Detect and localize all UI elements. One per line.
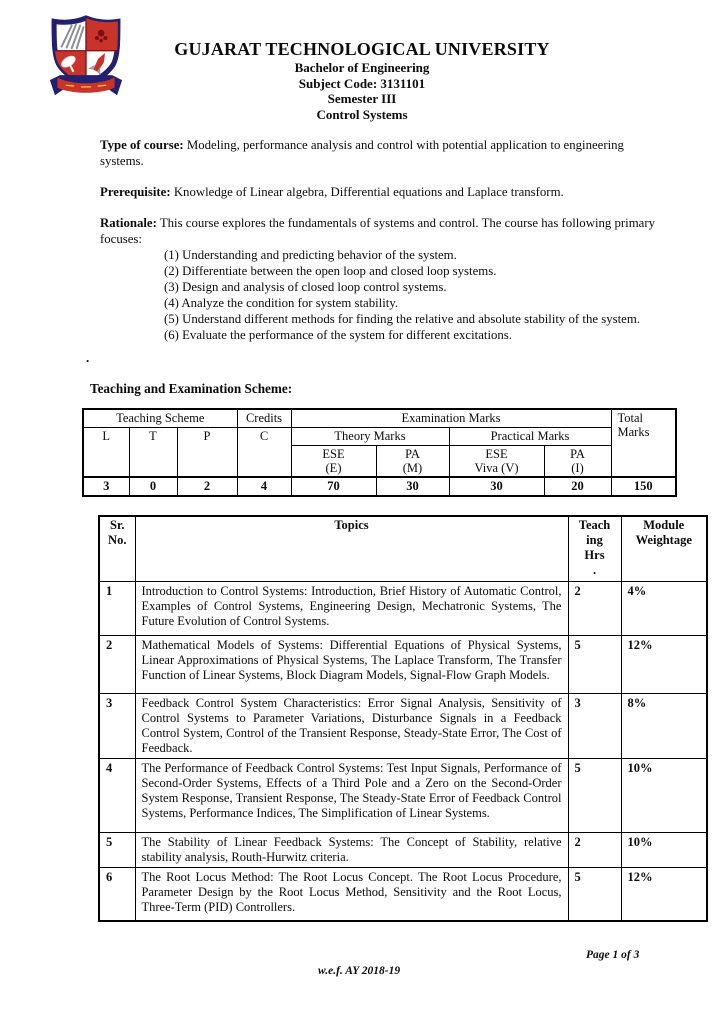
topic-row-2 (99, 635, 707, 693)
exam-scheme-table (82, 408, 677, 497)
pa-i-line1: PA (570, 446, 585, 461)
effective-year-note: w.e.f. AY 2018-19 (318, 965, 401, 977)
topic-3-text: Feedback Control System Characteristics: Error Signal Analysis, Sensitivity of Control Systems to Parameter Variations, Disturbance Signals in a Feedback Control System, Control of the Transient Response, Steady-State Error, The Cost of Feedback. (135, 693, 568, 758)
topic-4-weightage: 10% (621, 758, 707, 832)
course-name-line: Control Systems (316, 106, 408, 122)
topic-6-weightage: 12% (621, 867, 707, 921)
teaching-hrs-header (568, 516, 621, 581)
topic-2-weightage: 12% (621, 635, 707, 693)
topic-5-hrs: 2 (568, 832, 621, 867)
exam-scheme-heading: Teaching and Examination Scheme: (90, 381, 293, 396)
ese-e-line2: (E) (325, 460, 342, 475)
topic-6-hrs: 5 (568, 867, 621, 921)
topic-row-3 (99, 693, 707, 758)
topic-3-weightage: 8% (621, 693, 707, 758)
topic-1-weightage: 4% (621, 581, 707, 635)
topic-row-6 (99, 867, 707, 921)
exam-header-row-2 (83, 427, 676, 445)
rationale-point-1: (1) Understanding and predicting behavior of the system. (164, 248, 457, 262)
rationale-point-5: (5) Understand different methods for finding the relative and absolute stability of the system. (164, 312, 640, 326)
topic-4-text: The Performance of Feedback Control Systems: Test Input Signals, Performance of Second-Order Systems, Effects of a Third Pole and a Zero on the Second-Order System Response, Transient Response, The Steady-State Error of Feedback Control Systems, Performance Indices, The Simplification of Linear Systems. (135, 758, 568, 832)
topic-4-sr: 4 (99, 758, 135, 832)
c-value: 4 (237, 477, 291, 496)
topics-header-row (99, 516, 707, 581)
stray-period-mark: . (86, 350, 90, 365)
subject-code-line: Subject Code: 3131101 (298, 75, 426, 91)
topic-2-text: Mathematical Models of Systems: Differential Equations of Physical Systems, Linear Approximations of Physical Systems, The Laplace Transform, The Transfer Function of Linear Systems, Block Diagram Models, Signal-Flow Graph Models. (135, 635, 568, 693)
topic-3-sr: 3 (99, 693, 135, 758)
university-title: GUJARAT TECHNOLOGICAL UNIVERSITY (174, 39, 550, 59)
l-header: L (83, 427, 129, 477)
pa-m-header (376, 445, 449, 477)
prerequisite-label: Prerequisite: (100, 185, 171, 199)
ese-viva-line1: ESE (485, 446, 508, 461)
pa-i-line2: (I) (571, 460, 584, 475)
rationale-paragraph (100, 215, 656, 247)
t-value: 0 (129, 477, 177, 496)
ese-e-value: 70 (291, 477, 376, 496)
sr-no-header: Sr. No. (99, 516, 135, 581)
topic-2-sr: 2 (99, 635, 135, 693)
pa-i-header (544, 445, 611, 477)
topic-5-text: The Stability of Linear Feedback Systems: The Concept of Stability, relative stability analysis, Routh-Hurwitz criteria. (135, 832, 568, 867)
rationale-point-2: (2) Differentiate between the open loop and closed loop systems. (164, 264, 497, 278)
exam-header-row-1 (83, 409, 676, 427)
t-header: T (129, 427, 177, 477)
pa-i-value: 20 (544, 477, 611, 496)
practical-marks-header: Practical Marks (449, 427, 611, 445)
topic-1-text: Introduction to Control Systems: Introduction, Brief History of Automatic Control, Examples of Control Systems, Engineering Design, Mechatronic Systems, The Future Evolution of Control Systems. (135, 581, 568, 635)
rationale-point-3: (3) Design and analysis of closed loop control systems. (164, 280, 447, 294)
semester-line: Semester III (327, 91, 397, 106)
topic-row-5 (99, 832, 707, 867)
l-value: 3 (83, 477, 129, 496)
total-marks-header: Total Marks (611, 409, 676, 477)
p-header: P (177, 427, 237, 477)
topic-row-4 (99, 758, 707, 832)
teaching-hrs-text: Teach ing Hrs (578, 518, 611, 562)
teaching-hrs-period: . (592, 563, 597, 577)
type-of-course-text: Modeling, performance analysis and control with potential application to engineering systems. (100, 138, 624, 168)
credits-header: Credits (237, 409, 291, 427)
pa-m-line2: (M) (402, 460, 423, 475)
topic-1-sr: 1 (99, 581, 135, 635)
theory-marks-header: Theory Marks (291, 427, 449, 445)
ese-viva-value: 30 (449, 477, 544, 496)
type-of-course-paragraph (100, 137, 656, 169)
pa-m-line1: PA (405, 446, 420, 461)
total-marks-value: 150 (611, 477, 676, 496)
topic-6-text: The Root Locus Method: The Root Locus Concept. The Root Locus Procedure, Parameter Design by the Root Locus Method, Sensitivity and the Root Locus, Three-Term (PID) Controllers. (135, 867, 568, 921)
rationale-label: Rationale: (100, 216, 157, 230)
ese-e-line1: ESE (322, 446, 345, 461)
ese-e-header (291, 445, 376, 477)
exam-values-row (83, 477, 676, 496)
pa-m-value: 30 (376, 477, 449, 496)
rationale-point-4: (4) Analyze the condition for system stability. (164, 296, 399, 310)
course-info-section (100, 137, 656, 343)
degree-line: Bachelor of Engineering (294, 60, 430, 75)
type-of-course-label: Type of course: (100, 138, 184, 152)
topic-5-sr: 5 (99, 832, 135, 867)
ese-viva-header (449, 445, 544, 477)
topic-1-hrs: 2 (568, 581, 621, 635)
rationale-point-6: (6) Evaluate the performance of the system for different excitations. (164, 328, 512, 342)
topic-3-hrs: 3 (568, 693, 621, 758)
rationale-points-list (100, 247, 656, 343)
page-number: Page 1 of 3 (586, 949, 640, 961)
ese-viva-line2: Viva (V) (474, 460, 519, 475)
examination-marks-header: Examination Marks (291, 409, 611, 427)
topic-2-hrs: 5 (568, 635, 621, 693)
module-weightage-header: Module Weightage (621, 516, 707, 581)
topic-row-1 (99, 581, 707, 635)
prerequisite-paragraph (100, 184, 656, 200)
topic-5-weightage: 10% (621, 832, 707, 867)
document-header (0, 38, 724, 122)
rationale-text: This course explores the fundamentals of systems and control. The course has following primary focuses: (100, 216, 656, 246)
teaching-scheme-header: Teaching Scheme (83, 409, 237, 427)
topics-table (98, 515, 708, 922)
c-header: C (237, 427, 291, 477)
topic-4-hrs: 5 (568, 758, 621, 832)
p-value: 2 (177, 477, 237, 496)
topics-header: Topics (135, 516, 568, 581)
prerequisite-text: Knowledge of Linear algebra, Differential equations and Laplace transform. (173, 185, 564, 199)
topic-6-sr: 6 (99, 867, 135, 921)
